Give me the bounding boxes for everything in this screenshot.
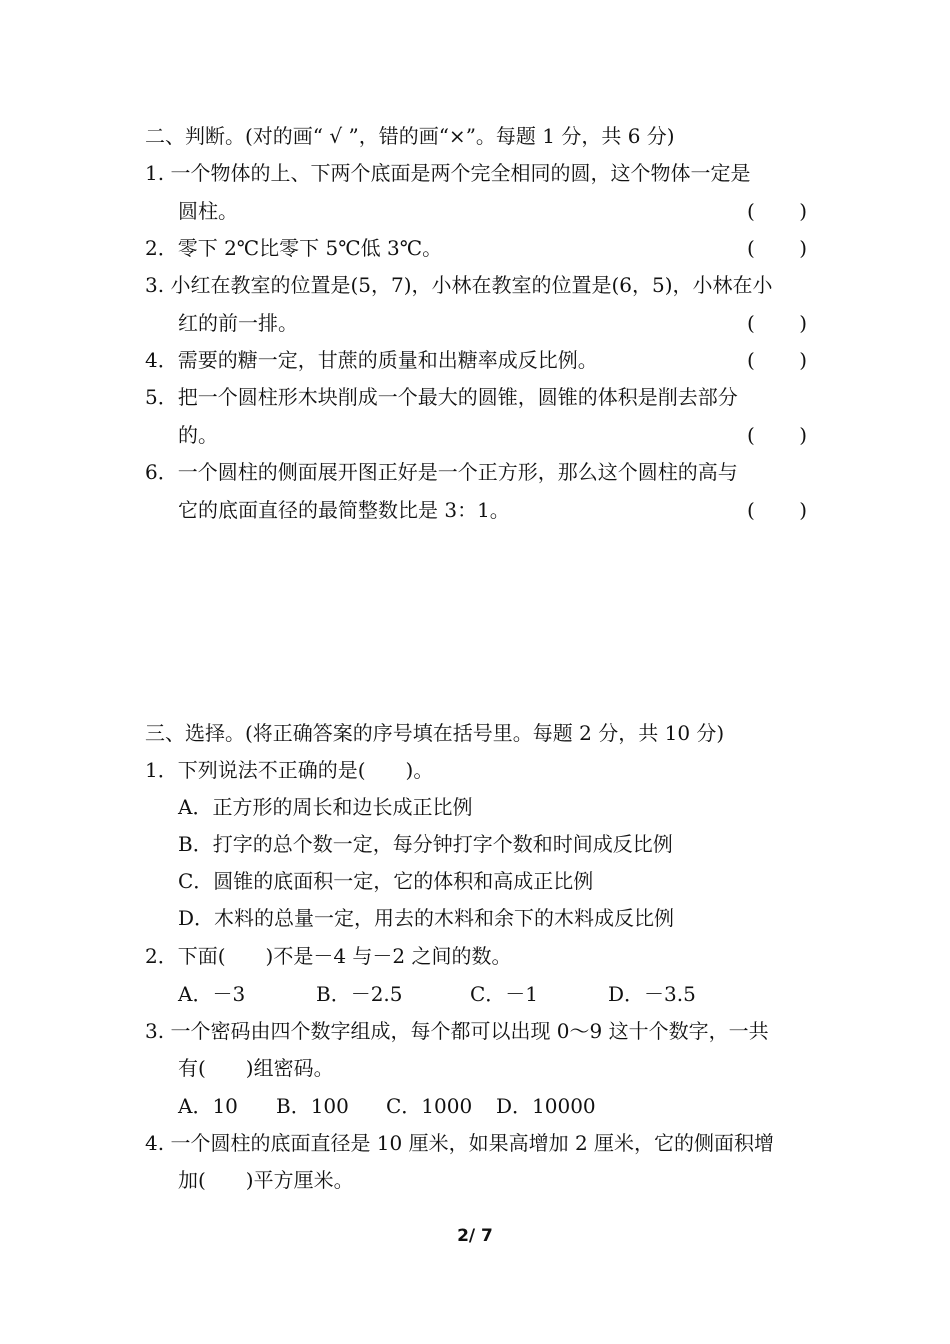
judge-q5-line1: 5．把一个圆柱形木块削成一个最大的圆锥，圆锥的体积是削去部分: [145, 385, 738, 409]
choice-q1-option-d: D．木料的总量一定，用去的木料和余下的木料成反比例: [178, 906, 675, 930]
judge-q4-answer-blank[interactable]: ( ): [747, 348, 807, 372]
choice-q3-options: [178, 1088, 807, 1124]
choice-q2-option-a: A．－3: [178, 982, 246, 1006]
page-number: 2/ 7: [457, 1226, 493, 1246]
judge-q2-line1: [145, 230, 807, 266]
judge-q3-line2: [178, 305, 807, 341]
choice-q3-line1: 3. 一个密码由四个数字组成，每个都可以出现 0～9 这十个数字，一共: [145, 1019, 769, 1043]
section3-heading: 三、选择。(将正确答案的序号填在括号里。每题 2 分，共 10 分): [145, 721, 725, 745]
judge-q1-line1: 1. 一个物体的上、下两个底面是两个完全相同的圆，这个物体一定是: [145, 161, 751, 185]
judge-q4-line1: [145, 342, 807, 378]
choice-q3-option-b: B．100: [276, 1094, 349, 1118]
judge-q5-line2: [178, 417, 807, 453]
choice-q2-option-c: C．－1: [470, 982, 539, 1006]
judge-q1-answer-blank[interactable]: ( ): [747, 199, 807, 223]
choice-q2-option-d: D．－3.5: [608, 982, 696, 1006]
choice-q1-option-c: C．圆锥的底面积一定，它的体积和高成正比例: [178, 869, 594, 893]
choice-q2-options: [178, 976, 807, 1012]
judge-q4-text: 4．需要的糖一定，甘蔗的质量和出糖率成反比例。: [145, 348, 598, 372]
choice-q4-line2: 加( )平方厘米。: [178, 1168, 354, 1192]
judge-q6-answer-blank[interactable]: ( ): [747, 498, 807, 522]
choice-q2-stem: 2．下面( )不是－4 与－2 之间的数。: [145, 944, 512, 968]
choice-q1-option-a: A．正方形的周长和边长成正比例: [178, 795, 473, 819]
choice-q3-line2: 有( )组密码。: [178, 1056, 334, 1080]
judge-q2-text: 2．零下 2℃比零下 5℃低 3℃。: [145, 236, 443, 260]
judge-q1-line2: [178, 193, 807, 229]
judge-q6-line2: [178, 492, 807, 528]
judge-q5-text: 的。: [178, 423, 218, 447]
judge-q1-text: 圆柱。: [178, 199, 238, 223]
choice-q4-line1: 4. 一个圆柱的底面直径是 10 厘米，如果高增加 2 厘米，它的侧面积增: [145, 1131, 775, 1155]
judge-q3-answer-blank[interactable]: ( ): [747, 311, 807, 335]
choice-q2-option-b: B．－2.5: [316, 982, 403, 1006]
choice-q3-option-a: A．10: [178, 1094, 238, 1118]
choice-q1-stem: 1．下列说法不正确的是( )。: [145, 758, 434, 782]
choice-q1-option-b: B．打字的总个数一定，每分钟打字个数和时间成反比例: [178, 832, 673, 856]
choice-q3-option-c: C．1000: [386, 1094, 473, 1118]
judge-q3-text: 红的前一排。: [178, 311, 298, 335]
judge-q6-text: 它的底面直径的最简整数比是 3：1。: [178, 498, 510, 522]
judge-q3-line1: 3. 小红在教室的位置是(5，7)，小林在教室的位置是(6，5)，小林在小: [145, 273, 773, 297]
section2-heading: 二、判断。(对的画“ √ ”，错的画“×”。每题 1 分，共 6 分): [145, 124, 675, 148]
judge-q5-answer-blank[interactable]: ( ): [747, 423, 807, 447]
judge-q2-answer-blank[interactable]: ( ): [747, 236, 807, 260]
judge-q6-line1: 6．一个圆柱的侧面展开图正好是一个正方形，那么这个圆柱的高与: [145, 460, 738, 484]
choice-q3-option-d: D．10000: [496, 1094, 596, 1118]
